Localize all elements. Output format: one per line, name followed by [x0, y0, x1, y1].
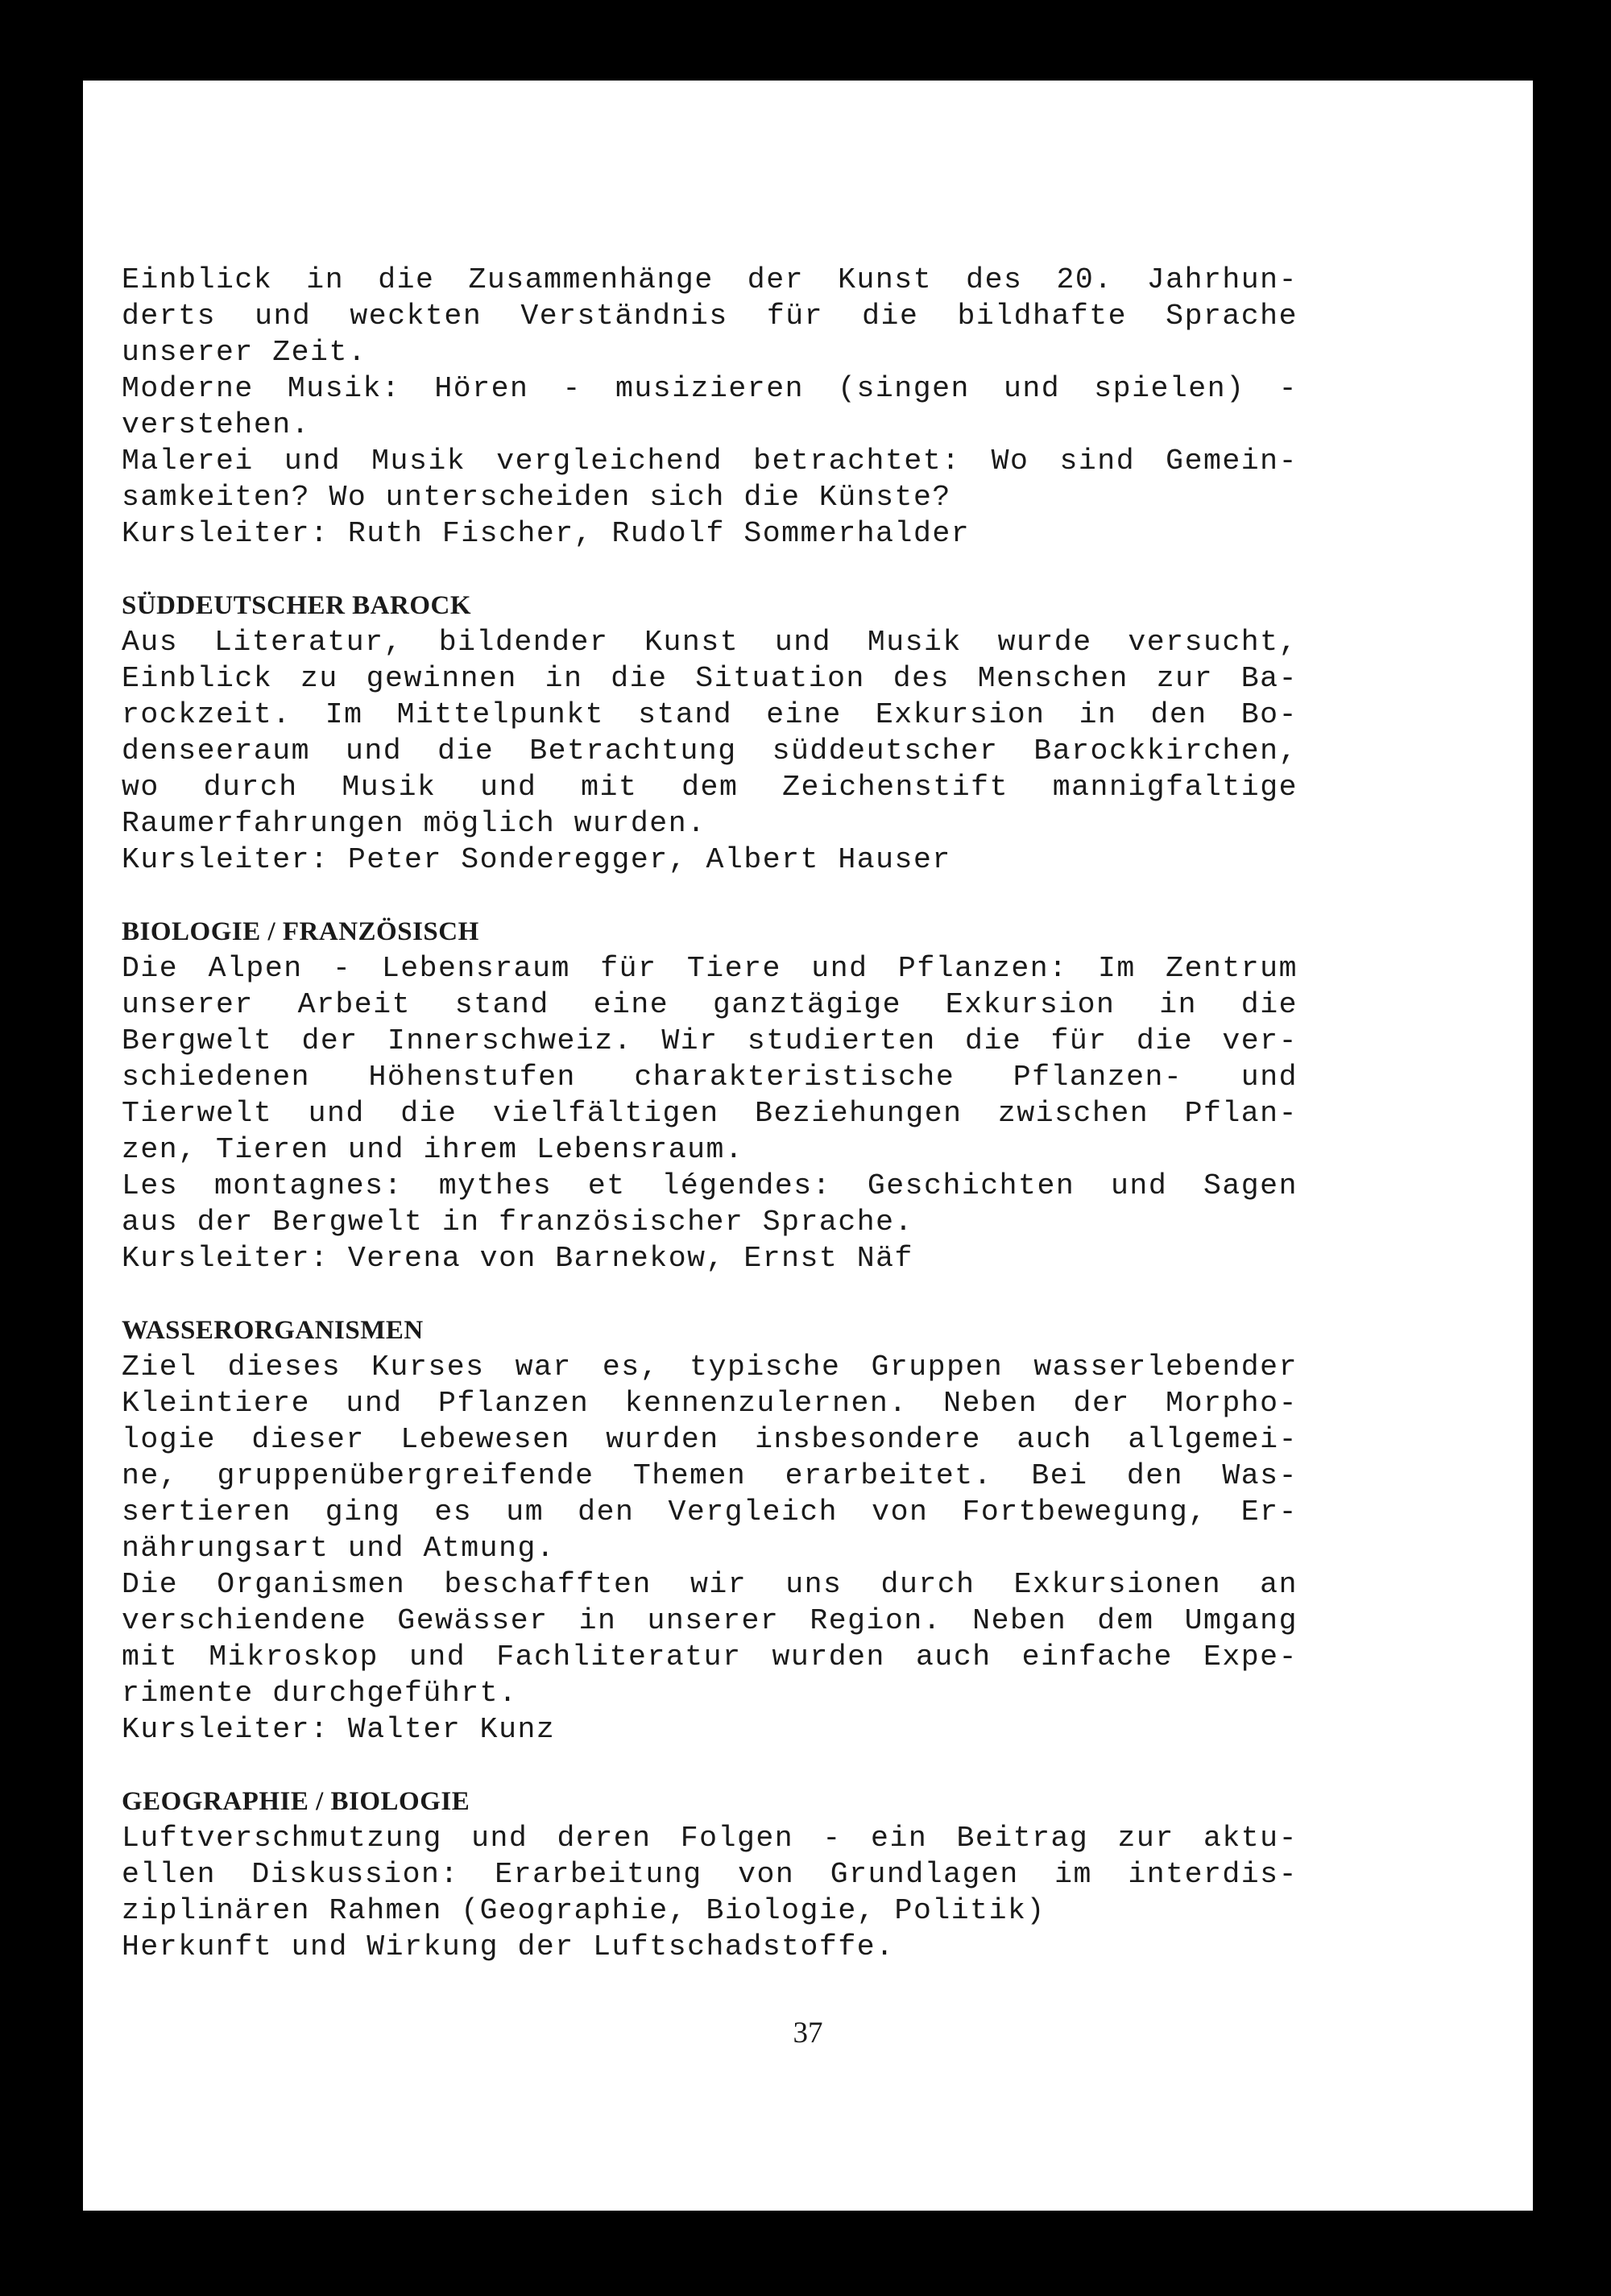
text-line: Kursleiter: Ruth Fischer, Rudolf Sommerhalder — [122, 517, 971, 550]
text-line: ne, gruppenübergreifende Themen erarbeitet. Bei den Was- — [122, 1459, 1298, 1492]
text-line: Raumerfahrungen möglich wurden. — [122, 807, 706, 840]
section-heading: GEOGRAPHIE / BIOLOGIE — [122, 1787, 470, 1816]
section-geographie-biologie — [122, 1784, 1298, 1965]
section-heading: WASSERORGANISMEN — [122, 1316, 424, 1345]
text-line: Einblick in die Zusammenhänge der Kunst des 20. Jahrhun- — [122, 263, 1298, 296]
section-wasserorganismen — [122, 1313, 1298, 1748]
section-heading: SÜDDEUTSCHER BAROCK — [122, 591, 471, 620]
text-line: Einblick zu gewinnen in die Situation des Menschen zur Ba- — [122, 662, 1298, 695]
text-line: Herkunft und Wirkung der Luftschadstoffe. — [122, 1930, 895, 1963]
text-line: Die Alpen - Lebensraum für Tiere und Pflanzen: Im Zentrum — [122, 952, 1298, 985]
text-line: ellen Diskussion: Erarbeitung von Grundlagen im interdis- — [122, 1858, 1298, 1891]
page-number: 37 — [793, 2017, 823, 2050]
text-line: schiedenen Höhenstufen charakteristische Pflanzen- und — [122, 1061, 1298, 1094]
text-line: aus der Bergwelt in französischer Sprache. — [122, 1206, 913, 1239]
text-line: ziplinären Rahmen (Geographie, Biologie, Politik) — [122, 1894, 1046, 1927]
text-line: unserer Zeit. — [122, 336, 367, 369]
text-line: rockzeit. Im Mittelpunkt stand eine Exkursion in den Bo- — [122, 698, 1298, 731]
page-content — [122, 262, 1298, 1965]
text-line: Tierwelt und die vielfältigen Beziehungen zwischen Pflan- — [122, 1097, 1298, 1130]
text-line: Kleintiere und Pflanzen kennenzulernen. Neben der Morpho- — [122, 1387, 1298, 1420]
text-line: wo durch Musik und mit dem Zeichenstift mannigfaltige — [122, 771, 1298, 804]
section-heading: BIOLOGIE / FRANZÖSISCH — [122, 917, 479, 946]
document-page — [83, 81, 1533, 2211]
text-line: denseeraum und die Betrachtung süddeutscher Barockkirchen, — [122, 734, 1298, 767]
text-line: unserer Arbeit stand eine ganztägige Exkursion in die — [122, 988, 1298, 1021]
text-line: Ziel dieses Kurses war es, typische Gruppen wasserlebender — [122, 1351, 1298, 1384]
text-line: sertieren ging es um den Vergleich von Fortbewegung, Er- — [122, 1496, 1298, 1529]
text-line: Kursleiter: Walter Kunz — [122, 1713, 556, 1746]
text-line: Moderne Musik: Hören - musizieren (singen und spielen) - — [122, 372, 1298, 405]
text-line: logie dieser Lebewesen wurden insbesondere auch allgemei- — [122, 1423, 1298, 1456]
text-line: Luftverschmutzung und deren Folgen - ein Beitrag zur aktu- — [122, 1822, 1298, 1855]
section-sueddeutscher-barock — [122, 588, 1298, 878]
text-line: Malerei und Musik vergleichend betrachtet: Wo sind Gemein- — [122, 445, 1298, 478]
text-line: Aus Literatur, bildender Kunst und Musik wurde versucht, — [122, 626, 1298, 659]
text-line: nährungsart und Atmung. — [122, 1532, 556, 1565]
text-line: Die Organismen beschafften wir uns durch Exkursionen an — [122, 1568, 1298, 1601]
text-line: Les montagnes: mythes et légendes: Geschichten und Sagen — [122, 1169, 1298, 1202]
text-line: zen, Tieren und ihrem Lebensraum. — [122, 1133, 744, 1166]
text-line: Bergwelt der Innerschweiz. Wir studierten die für die ver- — [122, 1024, 1298, 1057]
text-line: verstehen. — [122, 408, 311, 441]
text-line: verschiendene Gewässer in unserer Region. Neben dem Umgang — [122, 1604, 1298, 1637]
text-line: Kursleiter: Verena von Barnekow, Ernst Näf — [122, 1242, 913, 1275]
intro-block — [122, 262, 1298, 552]
text-line: derts und weckten Verständnis für die bildhafte Sprache — [122, 300, 1298, 333]
text-line: mit Mikroskop und Fachliteratur wurden auch einfache Expe- — [122, 1640, 1298, 1673]
section-biologie-franzoesisch — [122, 914, 1298, 1276]
text-line: samkeiten? Wo unterscheiden sich die Künste? — [122, 481, 951, 514]
text-line: Kursleiter: Peter Sonderegger, Albert Hauser — [122, 843, 951, 876]
text-line: rimente durchgeführt. — [122, 1677, 518, 1710]
